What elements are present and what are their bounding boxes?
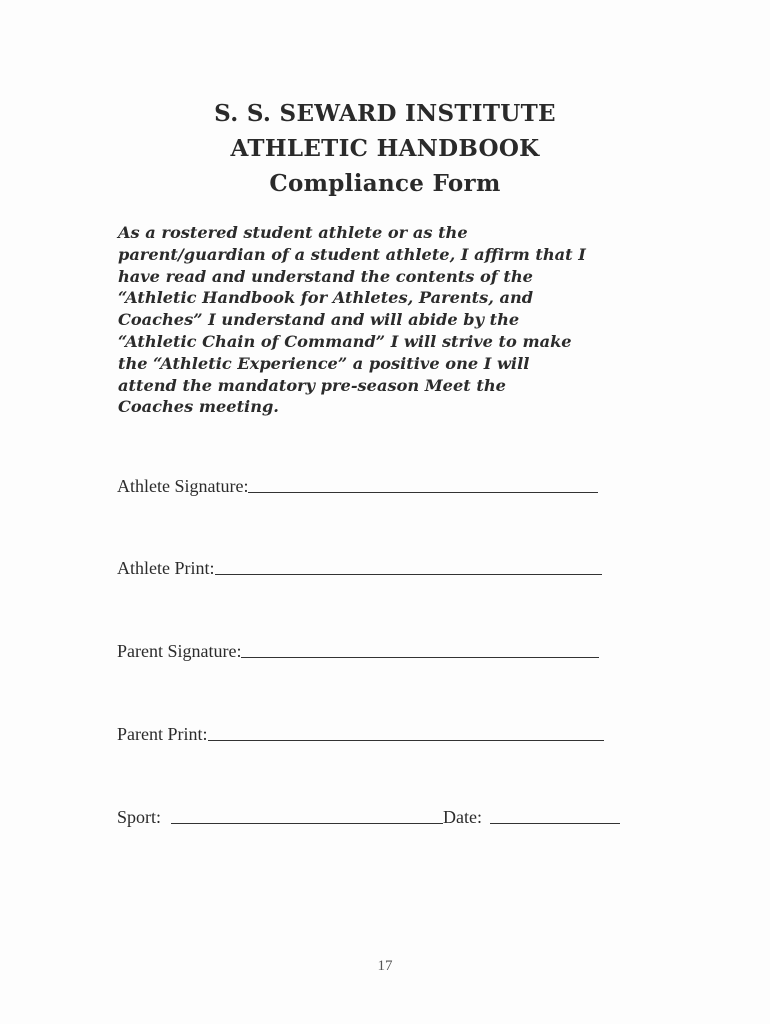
page-number: 17 bbox=[377, 958, 393, 974]
statement-line: As a rostered student athlete or as the bbox=[118, 223, 468, 242]
parent-signature-line[interactable] bbox=[241, 656, 599, 658]
athlete-signature-line[interactable] bbox=[248, 491, 598, 493]
statement-line: the “Athletic Experience” a positive one I will bbox=[118, 353, 530, 373]
parent-print-line[interactable] bbox=[208, 739, 604, 741]
affirmation-statement bbox=[118, 222, 663, 418]
athlete-signature-label: Athlete Signature: bbox=[117, 476, 249, 496]
handbook-title: ATHLETIC HANDBOOK bbox=[230, 135, 540, 162]
date-line[interactable] bbox=[490, 822, 620, 824]
statement-line: have read and understand the contents of the bbox=[118, 266, 533, 286]
statement-line: Coaches” I understand and will abide by the bbox=[118, 310, 520, 330]
statement-line: “Athletic Chain of Command” I will strive to make bbox=[118, 331, 572, 351]
sport-date-field bbox=[117, 807, 620, 828]
parent-signature-field[interactable] bbox=[117, 641, 599, 662]
parent-signature-label: Parent Signature: bbox=[117, 641, 242, 661]
athlete-print-field[interactable] bbox=[117, 558, 602, 579]
statement-line: attend the mandatory pre-season Meet the bbox=[118, 375, 506, 395]
sport-line[interactable] bbox=[171, 822, 443, 824]
athlete-signature-field[interactable] bbox=[117, 476, 598, 497]
form-title: Compliance Form bbox=[269, 170, 501, 197]
sport-label: Sport: bbox=[117, 807, 162, 827]
institution-name: S. S. SEWARD INSTITUTE bbox=[214, 100, 556, 127]
parent-print-field[interactable] bbox=[117, 724, 604, 745]
form-header bbox=[0, 96, 770, 201]
statement-line: Coaches meeting. bbox=[118, 397, 279, 417]
date-label: Date: bbox=[443, 807, 482, 827]
statement-line: “Athletic Handbook for Athletes, Parents, and bbox=[118, 288, 534, 308]
athlete-print-line[interactable] bbox=[215, 573, 602, 575]
parent-print-label: Parent Print: bbox=[117, 724, 208, 744]
statement-line: parent/guardian of a student athlete, I affirm that I bbox=[118, 244, 586, 264]
athlete-print-label: Athlete Print: bbox=[117, 558, 215, 578]
